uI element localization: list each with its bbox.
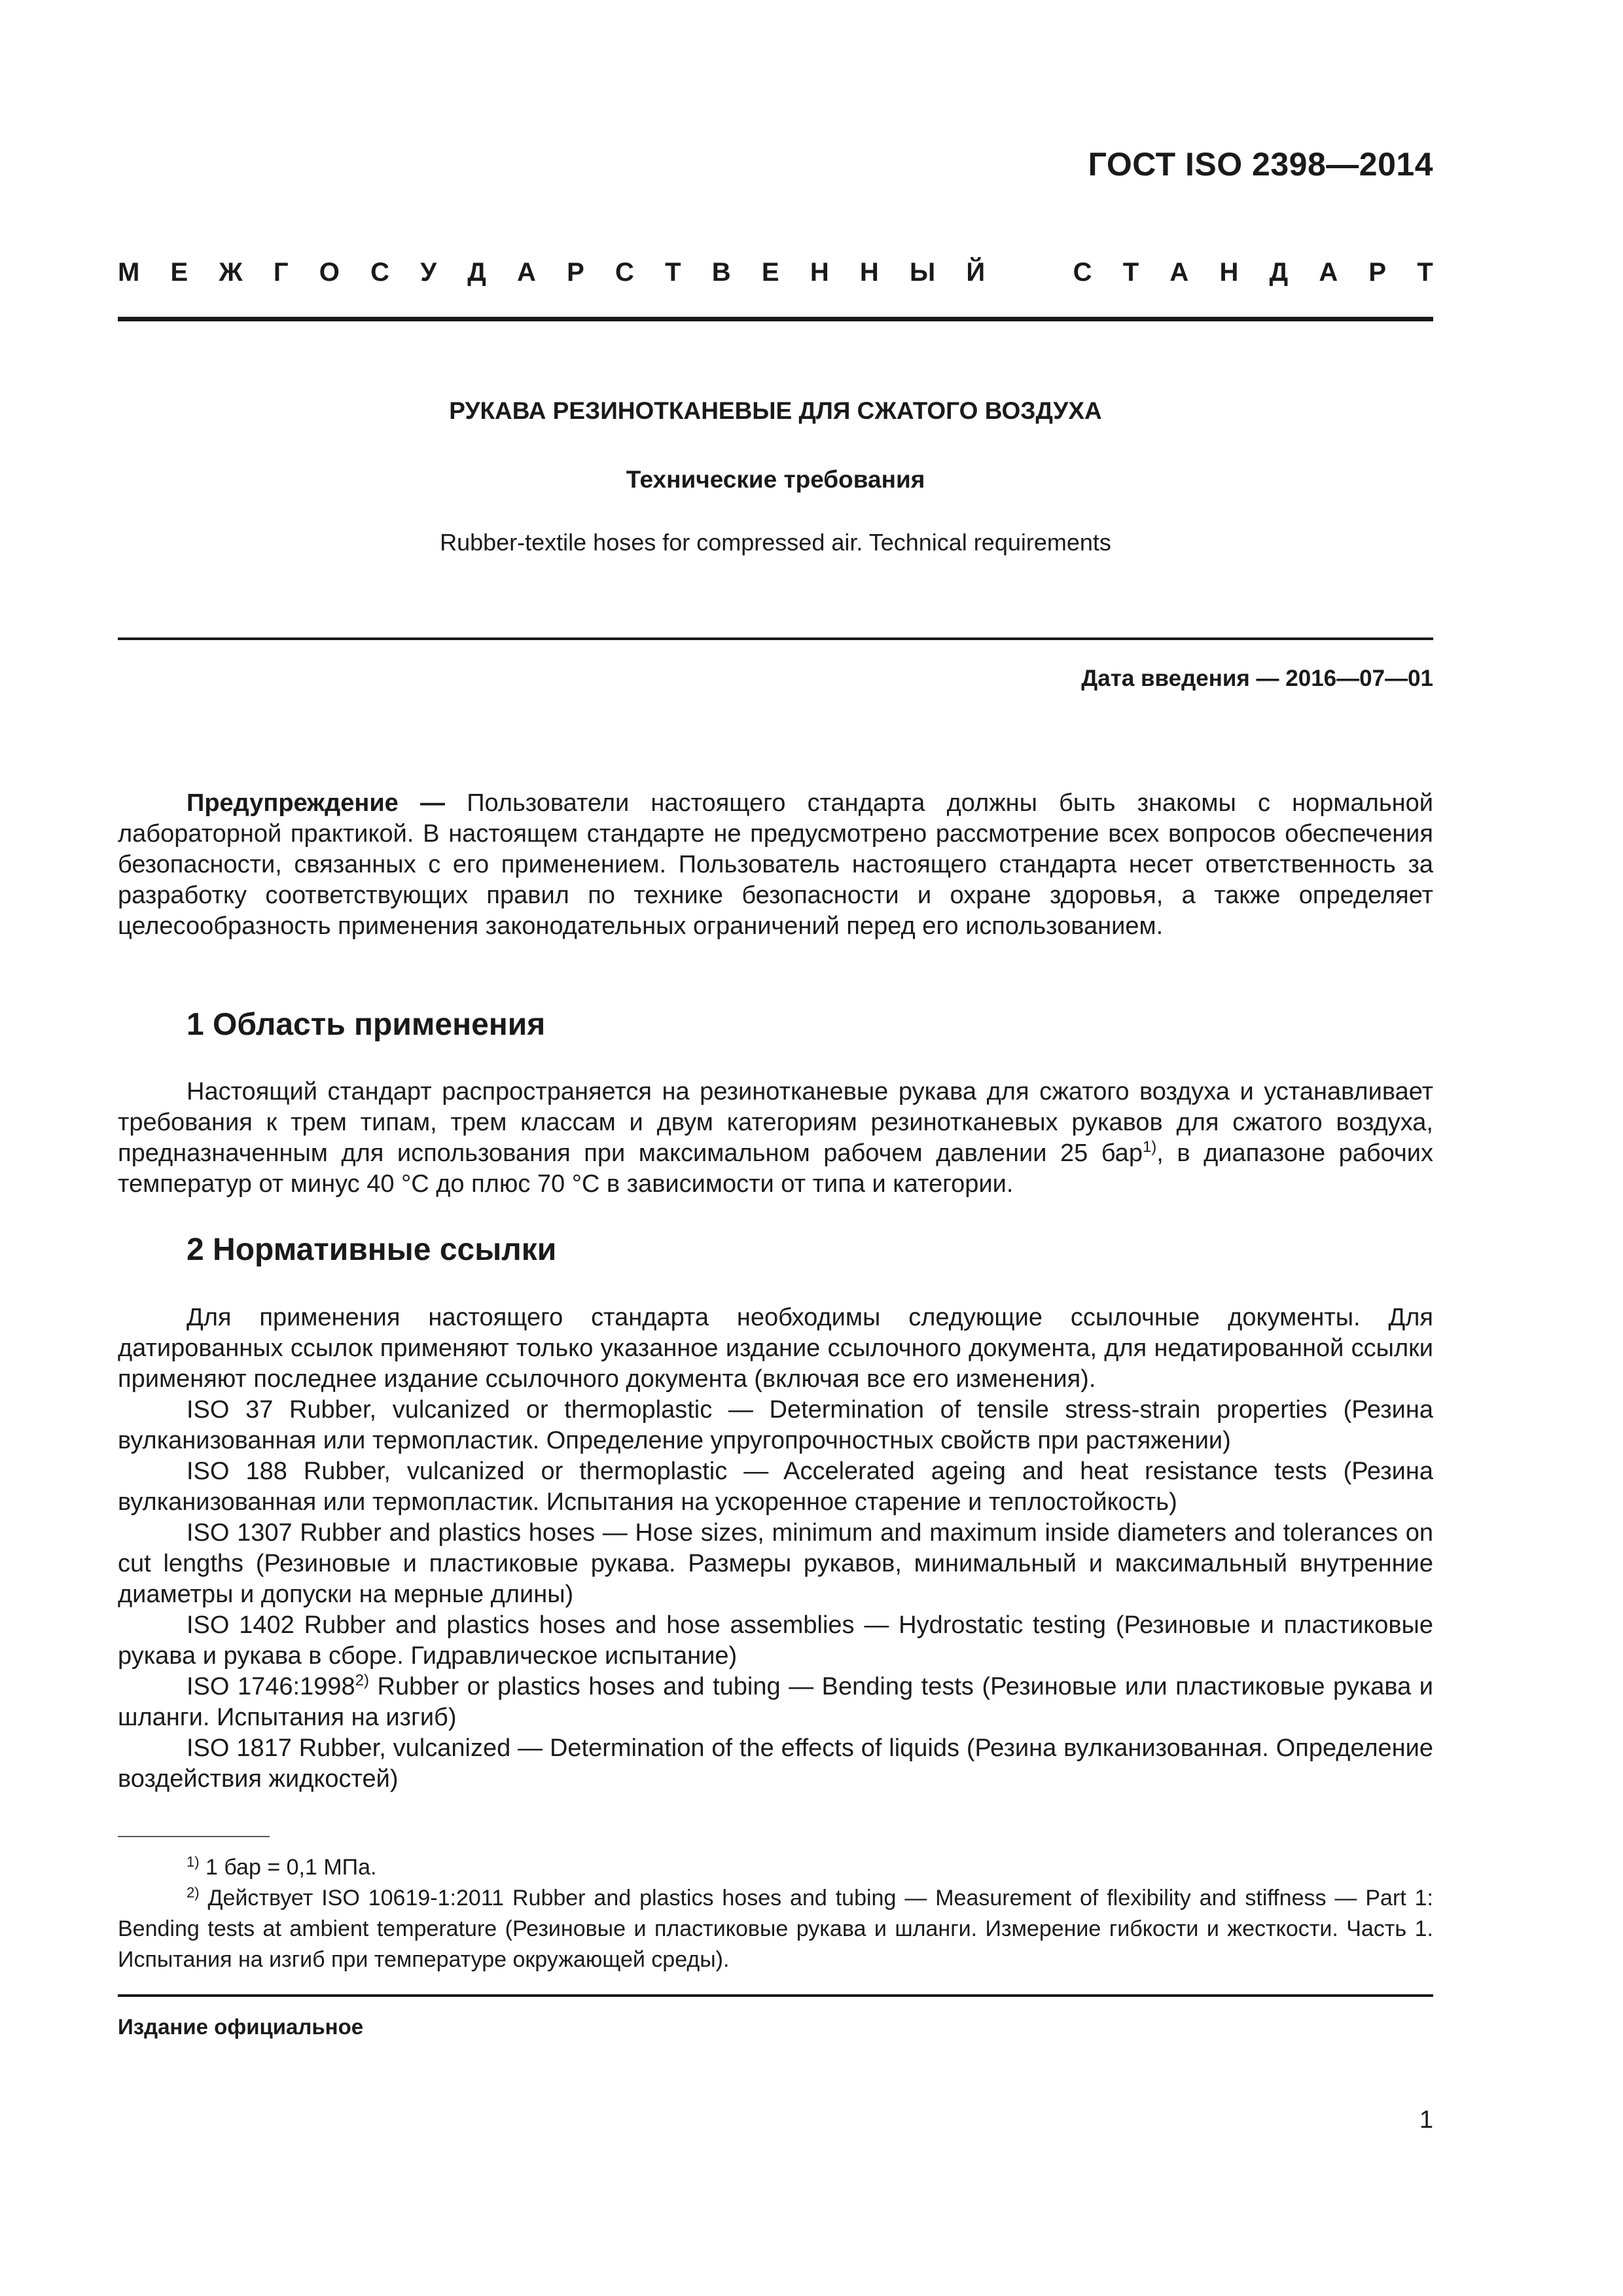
banner-letter: Н (1219, 258, 1239, 287)
normative-refs-intro: Для применения настоящего стандарта необходимы следующие ссылочные документы. Для датированных ссылок применяют только указанное издание ссылочного документа, для недатированной ссылки применяют последнее издание ссылочного документа (включая все его изменения). (118, 1304, 1433, 1393)
reference-item: ISO 37 Rubber, vulcanized or thermoplastic — Determination of tensile stress-strain properties (Резина вулканизованная или термопластик. Определение упругопрочностных свойств при растяжении) (118, 1396, 1433, 1454)
section-heading-normative-refs: 2 Нормативные ссылки (187, 1232, 557, 1267)
edition-label: Издание официальное (118, 2015, 364, 2039)
banner-letter: Т (1122, 258, 1139, 287)
warning-paragraph (118, 788, 1433, 942)
footer-divider (118, 1994, 1433, 1997)
header-divider (118, 317, 1433, 321)
banner-letter: А (1169, 258, 1189, 287)
reference-item: ISO 1817 Rubber, vulcanized — Determination of the effects of liquids (Резина вулканизованная. Определение воздействия жидкостей) (118, 1734, 1433, 1793)
banner-letter: А (517, 258, 536, 287)
banner-letter: В (711, 258, 731, 287)
reference-item: ISO 1307 Rubber and plastics hoses — Hose sizes, minimum and maximum inside diameters and tolerances on cut lengths (Резиновые и пластиковые рукава. Размеры рукавов, минимальный и максимальный внутренние диаметры и допуски на мерные длины) (118, 1519, 1433, 1608)
banner-letter: Ы (910, 258, 936, 287)
section-heading-scope: 1 Область применения (187, 1007, 546, 1042)
warning-label: Предупреждение — (187, 789, 446, 817)
reference-item: ISO 1746:1998$^{2)}$ Rubber or plastics hoses and tubing — Bending tests (Резиновые или пластиковые рукава и шланги. Испытания на изгиб) (118, 1672, 1433, 1731)
banner-letter: Д (1269, 258, 1289, 287)
banner-letter: Д (467, 258, 486, 287)
banner-letter: Т (665, 258, 681, 287)
banner-letter: О (319, 258, 340, 287)
date-introduced: Дата введения — 2016—07—01 (1081, 666, 1433, 691)
document-title: РУКАВА РЕЗИНОТКАНЕВЫЕ ДЛЯ СЖАТОГО ВОЗДУХА (449, 397, 1102, 424)
banner-letter: С (615, 258, 634, 287)
banner-letter: Т (1417, 258, 1433, 287)
title-divider (118, 637, 1433, 640)
banner-letter: С (1073, 258, 1092, 287)
standard-code: ГОСТ ISO 2398—2014 (1088, 146, 1433, 183)
document-title-english: Rubber-textile hoses for compressed air. Technical requirements (440, 529, 1111, 556)
footnote-separator (118, 1836, 270, 1837)
footnote-ref-1[interactable]: 1) (1142, 1138, 1157, 1156)
scope-paragraph: Настоящий стандарт распространяется на резинотканевые рукава для сжатого воздуха и устанавливает требования к трем типам, трем классам и двум категориям резинотканевых рукавов для сжатого воздуха, предназначенным для использования при максимальном рабочем давлении 25 бар$^{1)}$, в диапазоне рабочих температур от минус 40 °C до плюс 70 °C в зависимости от типа и категории. (118, 1078, 1433, 1198)
banner-letter: Г (273, 258, 289, 287)
banner-letter: Е (170, 258, 188, 287)
banner-letter: Р (567, 258, 584, 287)
page-number: 1 (1419, 2106, 1433, 2134)
banner-letter: С (370, 258, 389, 287)
document-subtitle: Технические требования (626, 466, 925, 493)
banner-letter: А (1319, 258, 1338, 287)
banner-letter: У (420, 258, 437, 287)
footnotes (118, 1852, 1433, 1975)
banner-letter: Н (859, 258, 879, 287)
banner-letter: Е (761, 258, 779, 287)
banner-letter: Н (810, 258, 829, 287)
reference-list (118, 1395, 1433, 1795)
banner-letter (1016, 258, 1042, 287)
footnote-1: $^{1)}$ 1 бар = 0,1 МПа. (187, 1854, 377, 1880)
banner-letter: Р (1368, 258, 1387, 287)
footnote-2: $^{2)}$ Действует ISO 10619-1:2011 Rubber and plastics hoses and tubing — Measurement of flexibility and stiffness — Part 1: Bending tests at ambient temperature (Резиновые и пластиковые рукава и шланги. Измерение гибкости и жесткости. Часть 1. Испытания на изгиб при температуре окружающей среды). (118, 1884, 1433, 1972)
reference-item: ISO 1402 Rubber and plastics hoses and hose assemblies — Hydrostatic testing (Резиновые и пластиковые рукава и рукава в сборе. Гидравлическое испытание) (118, 1611, 1433, 1670)
footnote-ref-2[interactable]: 2) (355, 1672, 369, 1689)
warning-text: Пользователи настоящего стандарта должны быть знакомы с нормальной лабораторной практикой. В настоящем стандарте не предусмотрено рассмотрение всех вопросов обеспечения безопасности, связанных с его применением. Пользователь настоящего стандарта несет ответственность за разработку соответствующих правил по технике безопасности и охране здоровья, а также определяет целесообразность применения законодательных ограничений перед его использованием. (118, 789, 1433, 940)
reference-item: ISO 188 Rubber, vulcanized or thermoplastic — Accelerated ageing and heat resistance tests (Резина вулканизованная или термопластик. Испытания на ускоренное старение и теплостойкость) (118, 1458, 1433, 1516)
banner-letter: Ж (219, 258, 243, 287)
banner-letter: Й (966, 258, 986, 287)
banner-letter: М (118, 258, 140, 287)
interstate-standard-banner (118, 258, 1433, 287)
